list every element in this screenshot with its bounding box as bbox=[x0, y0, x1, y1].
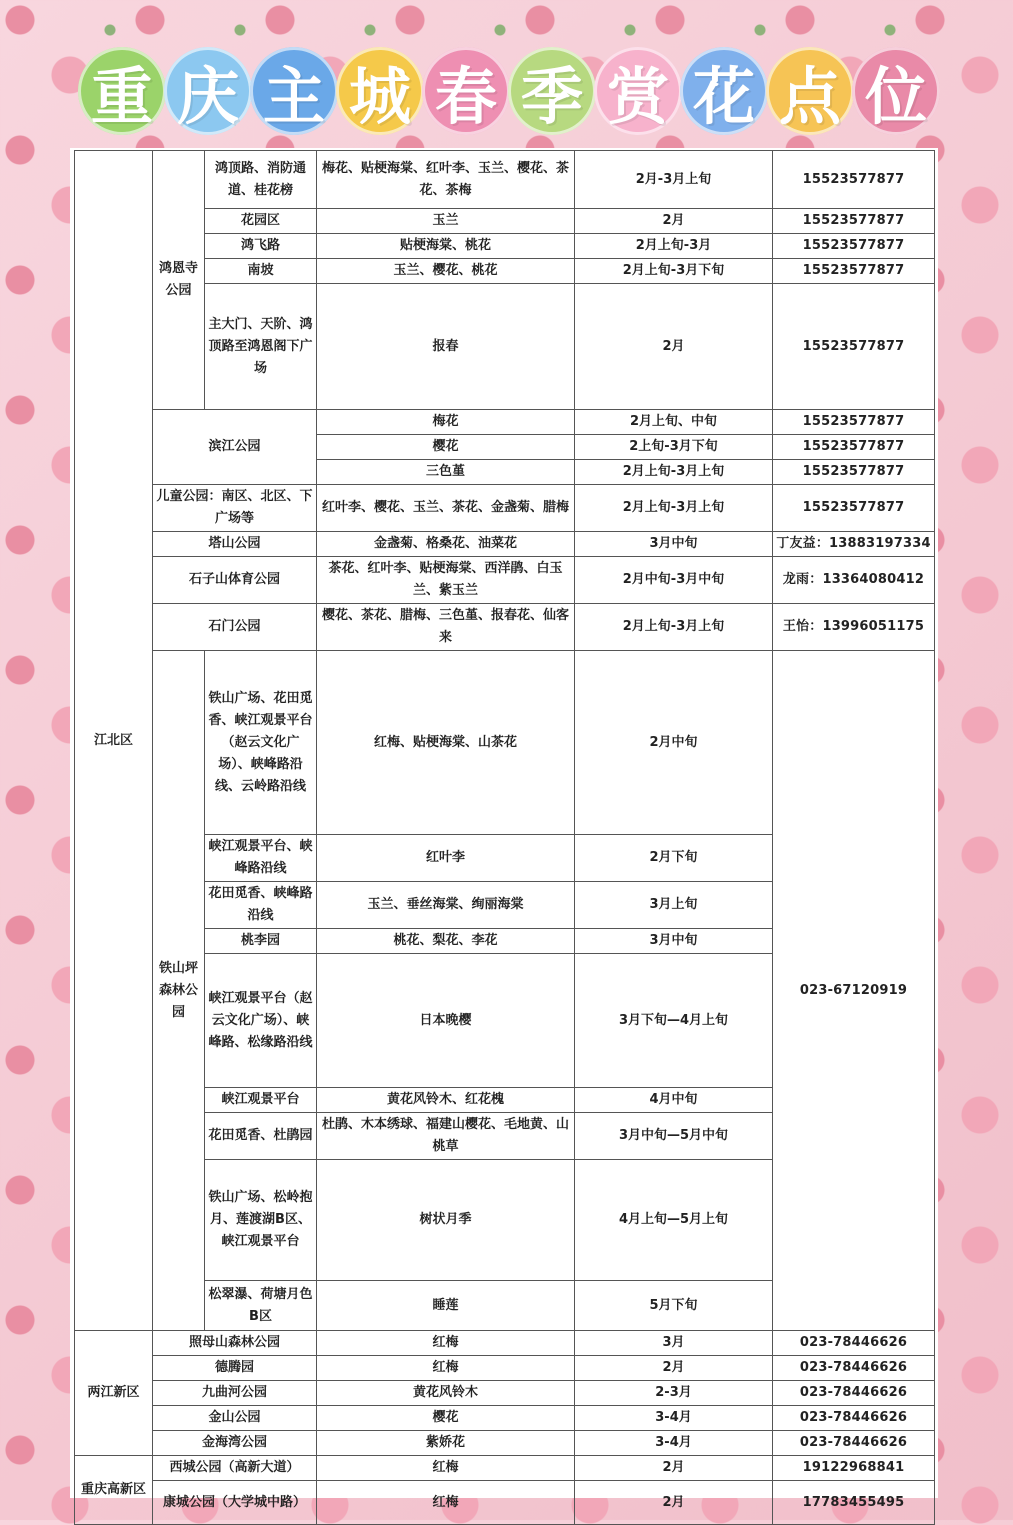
contact-cell: 15523577877 bbox=[773, 460, 935, 485]
park-cell: 德腾园 bbox=[153, 1356, 317, 1381]
contact-cell: 023-78446626 bbox=[773, 1381, 935, 1406]
title-char-2: 庆 bbox=[164, 47, 252, 135]
period-cell: 4月中旬 bbox=[575, 1088, 773, 1113]
flower-cell: 黄花风铃木 bbox=[317, 1381, 575, 1406]
park-cell: 铁山坪森林公园 bbox=[153, 651, 205, 1331]
park-cell: 鸿恩寺公园 bbox=[153, 151, 205, 410]
spot-cell: 铁山广场、花田觅香、峡江观景平台（赵云文化广场）、峡峰路沿线、云岭路沿线 bbox=[205, 651, 317, 835]
table-row bbox=[75, 1381, 935, 1406]
district-cell: 江北区 bbox=[75, 151, 153, 1331]
flower-cell: 红梅 bbox=[317, 1331, 575, 1356]
contact-cell: 15523577877 bbox=[773, 259, 935, 284]
table-row bbox=[75, 1406, 935, 1431]
period-cell: 2-3月 bbox=[575, 1381, 773, 1406]
spot-cell: 花田觅香、杜鹃园 bbox=[205, 1113, 317, 1160]
park-cell: 金山公园 bbox=[153, 1406, 317, 1431]
flower-cell: 玉兰、垂丝海棠、绚丽海棠 bbox=[317, 882, 575, 929]
spot-cell: 铁山广场、松岭抱月、莲渡湖B区、峡江观景平台 bbox=[205, 1160, 317, 1281]
period-cell: 2月 bbox=[575, 284, 773, 410]
period-cell: 2月上旬-3月上旬 bbox=[575, 485, 773, 532]
contact-cell: 19122968841 bbox=[773, 1456, 935, 1481]
contact-cell: 15523577877 bbox=[773, 410, 935, 435]
period-cell: 2月 bbox=[575, 1481, 773, 1525]
table-row bbox=[75, 1331, 935, 1356]
table-row bbox=[75, 1356, 935, 1381]
table-row bbox=[75, 485, 935, 532]
page-title bbox=[70, 36, 950, 146]
flower-cell: 红梅 bbox=[317, 1356, 575, 1381]
flower-cell: 樱花 bbox=[317, 1406, 575, 1431]
period-cell: 2月上旬-3月下旬 bbox=[575, 259, 773, 284]
flower-cell: 睡莲 bbox=[317, 1281, 575, 1331]
table-row bbox=[75, 151, 935, 209]
park-cell: 石门公园 bbox=[153, 604, 317, 651]
period-cell: 2月上旬、中旬 bbox=[575, 410, 773, 435]
flower-cell: 贴梗海棠、桃花 bbox=[317, 234, 575, 259]
spot-cell: 松翠瀑、荷塘月色B区 bbox=[205, 1281, 317, 1331]
flower-cell: 树状月季 bbox=[317, 1160, 575, 1281]
period-cell: 3月下旬—4月上旬 bbox=[575, 954, 773, 1088]
period-cell: 2月上旬-3月上旬 bbox=[575, 460, 773, 485]
contact-cell: 023-67120919 bbox=[773, 651, 935, 1331]
flower-cell: 梅花、贴梗海棠、红叶李、玉兰、樱花、茶花、茶梅 bbox=[317, 151, 575, 209]
period-cell: 2月 bbox=[575, 209, 773, 234]
table-row bbox=[75, 651, 935, 835]
contact-cell: 023-78446626 bbox=[773, 1406, 935, 1431]
contact-cell: 丁友益：13883197334 bbox=[773, 532, 935, 557]
title-char-7: 赏 bbox=[594, 47, 682, 135]
period-cell: 3-4月 bbox=[575, 1431, 773, 1456]
period-cell: 2月中旬 bbox=[575, 651, 773, 835]
title-char-4: 城 bbox=[336, 47, 424, 135]
flower-cell: 梅花 bbox=[317, 410, 575, 435]
contact-cell: 龙雨：13364080412 bbox=[773, 557, 935, 604]
flower-cell: 报春 bbox=[317, 284, 575, 410]
park-cell: 塔山公园 bbox=[153, 532, 317, 557]
flower-cell: 樱花 bbox=[317, 435, 575, 460]
flower-cell: 三色堇 bbox=[317, 460, 575, 485]
district-cell: 重庆高新区 bbox=[75, 1456, 153, 1525]
park-cell: 滨江公园 bbox=[153, 410, 317, 485]
title-char-10: 位 bbox=[852, 47, 940, 135]
flower-cell: 金盏菊、格桑花、油菜花 bbox=[317, 532, 575, 557]
park-cell: 金海湾公园 bbox=[153, 1431, 317, 1456]
contact-cell: 15523577877 bbox=[773, 209, 935, 234]
table-row bbox=[75, 604, 935, 651]
period-cell: 2月中旬-3月中旬 bbox=[575, 557, 773, 604]
period-cell: 2上旬-3月下旬 bbox=[575, 435, 773, 460]
period-cell: 5月下旬 bbox=[575, 1281, 773, 1331]
flower-spots-table bbox=[74, 150, 935, 1525]
flower-cell: 红梅 bbox=[317, 1481, 575, 1525]
table-row bbox=[75, 1481, 935, 1525]
period-cell: 3月中旬—5月中旬 bbox=[575, 1113, 773, 1160]
table-row bbox=[75, 532, 935, 557]
district-cell: 两江新区 bbox=[75, 1331, 153, 1456]
contact-cell: 王怡：13996051175 bbox=[773, 604, 935, 651]
period-cell: 3-4月 bbox=[575, 1406, 773, 1431]
spot-cell: 鸿顶路、消防通道、桂花榜 bbox=[205, 151, 317, 209]
flower-cell: 杜鹃、木本绣球、福建山樱花、毛地黄、山桃草 bbox=[317, 1113, 575, 1160]
contact-cell: 15523577877 bbox=[773, 284, 935, 410]
flower-cell: 桃花、梨花、李花 bbox=[317, 929, 575, 954]
contact-cell: 17783455495 bbox=[773, 1481, 935, 1525]
period-cell: 2月 bbox=[575, 1356, 773, 1381]
period-cell: 2月上旬-3月上旬 bbox=[575, 604, 773, 651]
spot-cell: 花田觅香、峡峰路沿线 bbox=[205, 882, 317, 929]
title-char-8: 花 bbox=[680, 47, 768, 135]
spot-cell: 峡江观景平台（赵云文化广场）、峡峰路、松缘路沿线 bbox=[205, 954, 317, 1088]
title-char-6: 季 bbox=[508, 47, 596, 135]
contact-cell: 023-78446626 bbox=[773, 1331, 935, 1356]
spot-cell: 鸿飞路 bbox=[205, 234, 317, 259]
park-cell: 儿童公园：南区、北区、下广场等 bbox=[153, 485, 317, 532]
period-cell: 2月-3月上旬 bbox=[575, 151, 773, 209]
park-cell: 西城公园（高新大道） bbox=[153, 1456, 317, 1481]
flower-cell: 红梅、贴梗海棠、山茶花 bbox=[317, 651, 575, 835]
period-cell: 3月上旬 bbox=[575, 882, 773, 929]
period-cell: 2月下旬 bbox=[575, 835, 773, 882]
table-row bbox=[75, 1456, 935, 1481]
table-row bbox=[75, 1431, 935, 1456]
contact-cell: 023-78446626 bbox=[773, 1356, 935, 1381]
spot-cell: 峡江观景平台、峡峰路沿线 bbox=[205, 835, 317, 882]
period-cell: 2月 bbox=[575, 1456, 773, 1481]
flower-cell: 红叶李 bbox=[317, 835, 575, 882]
flower-cell: 红梅 bbox=[317, 1456, 575, 1481]
table-row bbox=[75, 557, 935, 604]
contact-cell: 15523577877 bbox=[773, 485, 935, 532]
title-char-9: 点 bbox=[766, 47, 854, 135]
flower-cell: 茶花、红叶李、贴梗海棠、西洋鹃、白玉兰、紫玉兰 bbox=[317, 557, 575, 604]
title-char-5: 春 bbox=[422, 47, 510, 135]
flower-cell: 黄花风铃木、红花槐 bbox=[317, 1088, 575, 1113]
spot-cell: 花园区 bbox=[205, 209, 317, 234]
contact-cell: 15523577877 bbox=[773, 234, 935, 259]
period-cell: 3月 bbox=[575, 1331, 773, 1356]
park-cell: 石子山体育公园 bbox=[153, 557, 317, 604]
spot-cell: 峡江观景平台 bbox=[205, 1088, 317, 1113]
flower-cell: 红叶李、樱花、玉兰、茶花、金盏菊、腊梅 bbox=[317, 485, 575, 532]
park-cell: 九曲河公园 bbox=[153, 1381, 317, 1406]
table-row bbox=[75, 410, 935, 435]
spot-cell: 南坡 bbox=[205, 259, 317, 284]
period-cell: 4月上旬—5月上旬 bbox=[575, 1160, 773, 1281]
period-cell: 2月上旬-3月 bbox=[575, 234, 773, 259]
contact-cell: 15523577877 bbox=[773, 151, 935, 209]
flower-cell: 樱花、茶花、腊梅、三色堇、报春花、仙客来 bbox=[317, 604, 575, 651]
park-cell: 康城公园（大学城中路） bbox=[153, 1481, 317, 1525]
park-cell: 照母山森林公园 bbox=[153, 1331, 317, 1356]
flower-cell: 日本晚樱 bbox=[317, 954, 575, 1088]
spot-cell: 桃李园 bbox=[205, 929, 317, 954]
period-cell: 3月中旬 bbox=[575, 929, 773, 954]
period-cell: 3月中旬 bbox=[575, 532, 773, 557]
flower-cell: 玉兰、樱花、桃花 bbox=[317, 259, 575, 284]
contact-cell: 15523577877 bbox=[773, 435, 935, 460]
title-char-1: 重 bbox=[78, 47, 166, 135]
flower-cell: 玉兰 bbox=[317, 209, 575, 234]
title-char-3: 主 bbox=[250, 47, 338, 135]
spot-cell: 主大门、天阶、鸿顶路至鸿恩阁下广场 bbox=[205, 284, 317, 410]
flower-cell: 紫娇花 bbox=[317, 1431, 575, 1456]
contact-cell: 023-78446626 bbox=[773, 1431, 935, 1456]
